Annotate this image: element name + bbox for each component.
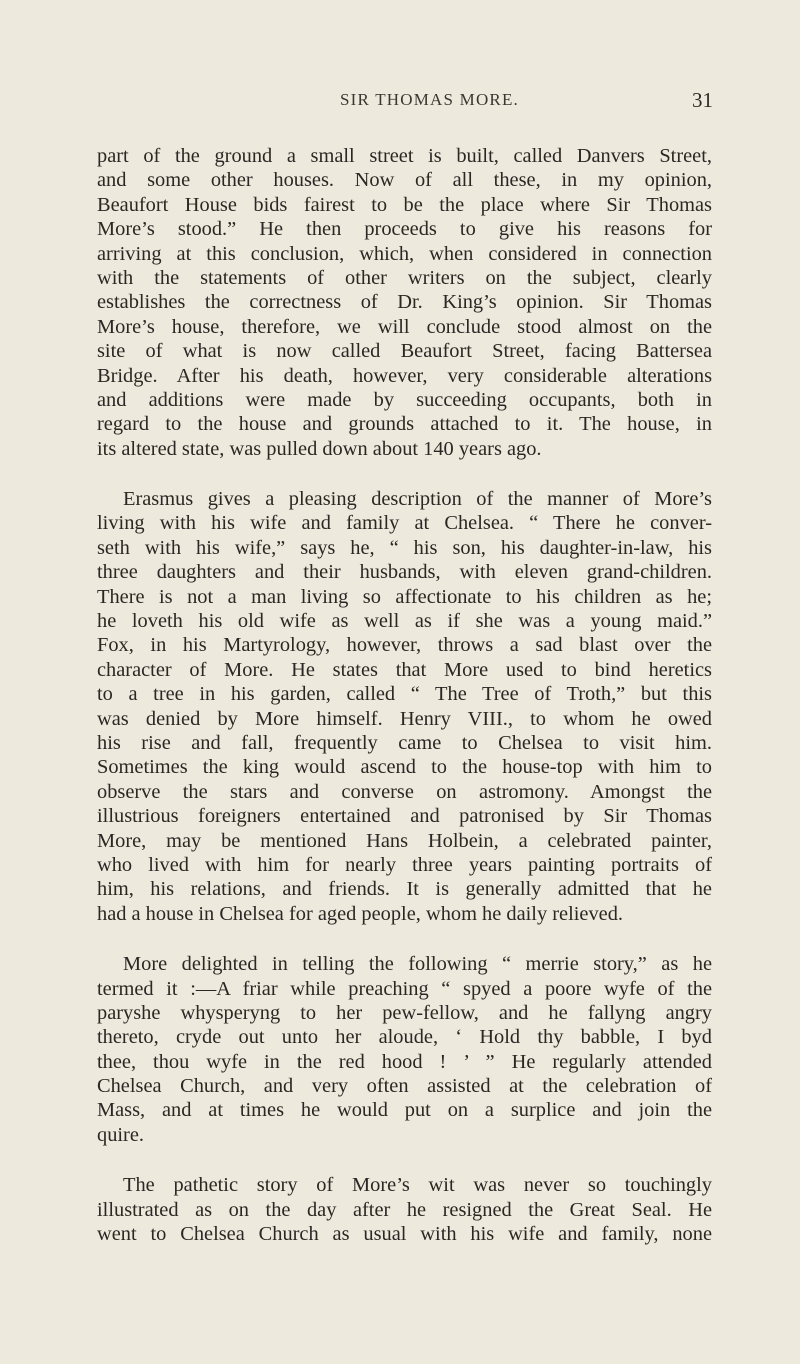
text-line: site of what is now called Beaufort Street, facing Battersea: [97, 340, 712, 363]
text-line: to a tree in his garden, called “ The Tree of Troth,” but this: [97, 683, 712, 706]
text-line: and some other houses. Now of all these, in my opinion,: [97, 169, 712, 192]
text-line: was denied by More himself. Henry VIII., to whom he owed: [97, 707, 712, 730]
text-line: he loveth his old wife as well as if she was a young maid.”: [97, 610, 712, 633]
text-line: There is not a man living so affectionate to his children as he;: [97, 585, 712, 608]
paragraph-gap: [97, 1147, 712, 1173]
text-line: Chelsea Church, and very often assisted at the celebration of: [97, 1075, 712, 1098]
text-line: Erasmus gives a pleasing description of the manner of More’s: [123, 488, 712, 511]
text-line: Bridge. After his death, however, very considerable alterations: [97, 364, 712, 387]
text-line: observe the stars and converse on astromony. Amongst the: [97, 780, 712, 803]
text-line: Fox, in his Martyrology, however, throws a sad blast over the: [97, 634, 712, 657]
paragraph-4: [97, 1173, 712, 1246]
paragraph-1: [97, 144, 712, 461]
text-line: More’s house, therefore, we will conclude stood almost on the: [97, 315, 712, 338]
text-line: illustrated as on the day after he resigned the Great Seal. He: [97, 1198, 712, 1221]
text-line: his rise and fall, frequently came to Chelsea to visit him.: [97, 731, 712, 754]
text-line: More, may be mentioned Hans Holbein, a celebrated painter,: [97, 829, 712, 852]
text-line: and additions were made by succeeding occupants, both in: [97, 388, 712, 411]
text-line: three daughters and their husbands, with eleven grand-children.: [97, 561, 712, 584]
running-head: [0, 88, 800, 118]
text-line: Beaufort House bids fairest to be the place where Sir Thomas: [97, 193, 712, 216]
text-line: The pathetic story of More’s wit was never so touchingly: [123, 1174, 712, 1197]
text-line: thereto, cryde out unto her aloude, ‘ Hold thy babble, I byd: [97, 1026, 712, 1049]
text-line: him, his relations, and friends. It is generally admitted that he: [97, 878, 712, 901]
text-line: More’s stood.” He then proceeds to give his reasons for: [97, 218, 712, 241]
text-line: quire.: [97, 1123, 144, 1146]
paragraph-3: [97, 952, 712, 1147]
text-line: establishes the correctness of Dr. King’s opinion. Sir Thomas: [97, 291, 712, 314]
text-line: Mass, and at times he would put on a surplice and join the: [97, 1099, 712, 1122]
paragraph-gap: [97, 926, 712, 952]
text-line: living with his wife and family at Chelsea. “ There he conver-: [97, 512, 712, 535]
paragraph-gap: [97, 461, 712, 487]
page-number: 31: [692, 88, 713, 112]
body-text: [97, 144, 712, 1246]
text-line: who lived with him for nearly three years painting portraits of: [97, 853, 712, 876]
text-line: Sometimes the king would ascend to the house-top with him to: [97, 756, 712, 779]
text-line: illustrious foreigners entertained and patronised by Sir Thomas: [97, 805, 712, 828]
text-line: part of the ground a small street is built, called Danvers Street,: [97, 145, 712, 167]
text-line: regard to the house and grounds attached to it. The house, in: [97, 413, 712, 436]
text-line: termed it :—A friar while preaching “ spyed a poore wyfe of the: [97, 977, 712, 1000]
text-line: More delighted in telling the following “ merrie story,” as he: [123, 953, 712, 976]
running-title: SIR THOMAS MORE.: [340, 90, 519, 109]
text-line: its altered state, was pulled down about 140 years ago.: [97, 437, 542, 460]
text-line: had a house in Chelsea for aged people, whom he daily relieved.: [97, 902, 624, 925]
text-line: arriving at this conclusion, which, when considered in connection: [97, 242, 712, 265]
text-line: seth with his wife,” says he, “ his son, his daughter-in-law, his: [97, 536, 712, 559]
paragraph-2: [97, 487, 712, 926]
text-line: character of More. He states that More used to bind heretics: [97, 658, 712, 681]
text-line: thee, thou wyfe in the red hood ! ’ ” He regularly attended: [97, 1050, 712, 1073]
text-line: with the statements of other writers on the subject, clearly: [97, 266, 712, 289]
text-line: paryshe whysperyng to her pew-fellow, and he fallyng angry: [97, 1001, 712, 1024]
text-line: went to Chelsea Church as usual with his wife and family, none: [97, 1223, 712, 1246]
